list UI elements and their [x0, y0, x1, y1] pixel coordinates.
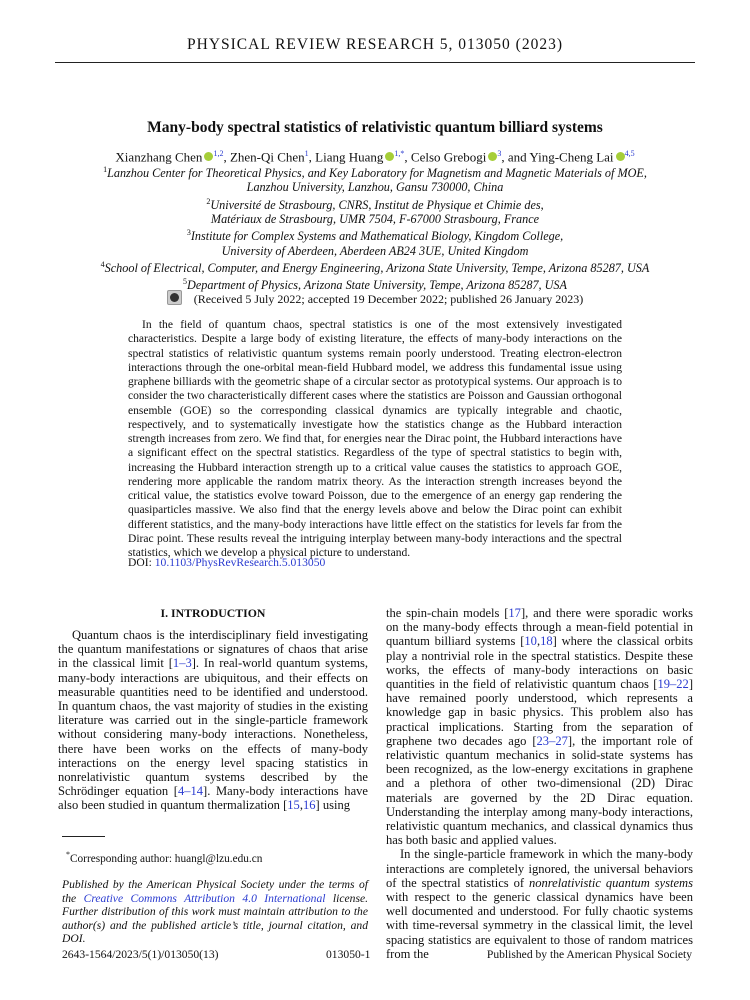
abstract: In the field of quantum chaos, spectral statistics is one of the most extensively investigated characteristics. Despite a large body of existing literature, the effects of many-body interactions on the spectral statistics of relativistic quantum systems remain poorly understood. Treating electron-electron interactions through the one-orbital mean-field Hubbard model, we address this fundamental issue using graphene billiards with the geometric shape of a circular sector as prototypical systems. Our approach is to consider the two characteristically different cases where the statistics are Poisson and Gaussian orthogonal ensemble (GOE) so the corresponding classical dynamics are typically integrable and chaotic, respectively, and to systematically investigate how the statistics change as the Hubbard interaction strength increases from zero. We find that, for energies near the Dirac point, the Hubbard interactions have a significant effect on the spectral statistics. Regardless of the type of spectral statistics to begin with, increasing the Hubbard interaction strength up to a critical value causes the statistics to approach GOE, rendering more applicable the random matrix theory. As the interaction strength increases beyond the critical value, the statistics evolve toward Poisson, due to the emergence of an energy gap rendering the quasiparticles massive. We also find that the energy levels above and below the Dirac point can exhibit different statistics, and the many-body interactions have little effect on the statistics for levels far from the Dirac point. These results reveal the intriguing interplay between many-body interactions and the spectral statistics, which we develop a physical picture to understand.: [128, 319, 622, 559]
text-run: ], and there were sporadic works on the many-body effects through a mean-field potential in quantum billiard systems [: [386, 606, 693, 649]
affiliation-number: 3: [186, 228, 191, 238]
paragraph: [386, 606, 693, 847]
running-head: PHYSICAL REVIEW RESEARCH 5, 013050 (2023): [187, 36, 563, 53]
author-separator: ,: [308, 149, 316, 165]
text-run: ]. In real-world quantum systems, many-body interactions are ubiquitous, and their effects on measurable quantities need to be identified and understood. In quantum chaos, the vast majority of studies in the existing literature was carried out in the single-particle framework without considering many-body interactions. Nonetheless, there have been works on the effects of many-body interactions on the energy level spacing statistics in nonrelativistic quantum systems described by the Schrödinger equation [: [58, 656, 368, 799]
author-affiliation-mark[interactable]: 4,5: [624, 149, 635, 158]
affiliation-text: Department of Physics, Arizona State University, Tempe, Arizona 85287, USA: [187, 278, 567, 293]
author-separator: ,: [223, 149, 230, 165]
affiliation-text: Lanzhou University, Lanzhou, Gansu 730000, China: [246, 180, 504, 195]
license-pre: Published by the American Physical Society under the terms of the: [62, 878, 368, 905]
paragraph: [386, 847, 693, 961]
license-post: license. Further distribution of this work must maintain attribution to the author(s) and the published article’s title, journal citation, and DOI.: [62, 891, 369, 946]
affiliation-text: Lanzhou Center for Theoretical Physics, and Key Laboratory for Magnetism and Magnetic Materials of MOE,: [107, 166, 647, 181]
reference-link[interactable]: 10: [524, 634, 537, 649]
author-name: Celso Grebogi: [410, 149, 487, 165]
affiliation-line: [0, 258, 750, 275]
affiliation-text: University of Aberdeen, Aberdeen AB24 3UE, United Kingdom: [221, 243, 529, 258]
text-run: ], the important role of relativistic quantum mechanics in solid-state systems has been recognized, as the low-energy excitations in graphene and a plethora of other two-dimensional (2D) Dirac materials are governed by the 2D Dirac equation. Understanding the interplay among many-body interactions, relativistic quantum mechanics, and classical dynamics thus has both basic and applied values.: [386, 733, 693, 848]
reference-link[interactable]: 18: [540, 634, 553, 649]
reference-link[interactable]: 19–22: [657, 677, 689, 692]
affiliation-number: 5: [183, 277, 188, 287]
author-affiliation-mark[interactable]: 1,2: [213, 149, 224, 158]
text-run: In the single-particle framework in which the many-body interactions are completely ignored, the universal behaviors of the spectral statistics of: [386, 847, 693, 890]
author-name: Ying-Cheng Lai: [529, 149, 614, 165]
text-run: ] have remained poorly understood, which represents a knowledge gap in basic physics. This problem also has practical implications. Starting from the separation of graphene two decades ago [: [386, 677, 693, 748]
text-run: nonrelativistic quantum systems: [528, 875, 693, 890]
affiliation-line: [0, 195, 750, 212]
affiliation-number: 2: [206, 196, 211, 206]
author-name: Xianzhang Chen: [115, 149, 203, 165]
author-affiliation-mark[interactable]: 1: [304, 149, 309, 158]
doi-label: DOI:: [128, 556, 155, 569]
author-separator: , and: [501, 149, 530, 165]
affiliation-text: Institute for Complex Systems and Mathematical Biology, Kingdom College,: [190, 229, 564, 244]
affiliations: [0, 163, 750, 293]
affiliation-line: [0, 244, 750, 258]
license-link[interactable]: Creative Commons Attribution 4.0 International: [83, 891, 326, 905]
paragraph: [58, 628, 368, 813]
author-name: Liang Huang: [315, 149, 384, 165]
footer-publisher: Published by the American Physical Society: [486, 948, 692, 961]
footnote-rule: [62, 836, 105, 837]
reference-link[interactable]: 23–27: [536, 733, 568, 748]
reference-link[interactable]: 4–14: [177, 784, 204, 799]
text-run: the spin-chain models [: [386, 606, 509, 620]
affiliation-number: 1: [103, 165, 108, 174]
footnote-text: Corresponding author: huangl@lzu.edu.cn: [70, 852, 263, 865]
text-run: ]. Many-body interactions have also been studied in quantum thermalization [: [58, 784, 368, 813]
reference-link[interactable]: 1–3: [172, 656, 192, 671]
affiliation-line: [0, 226, 750, 243]
affiliation-text: Université de Strasbourg, CNRS, Institut de Physique et Chimie des,: [210, 197, 544, 212]
text-run: ,: [536, 634, 541, 649]
affiliation-text: School of Electrical, Computer, and Energy Engineering, Arizona State University, Tempe, Arizona 85287, USA: [104, 261, 650, 276]
affiliation-text: Matériaux de Strasbourg, UMR 7504, F-67000 Strasbourg, France: [210, 212, 540, 227]
affiliation-line: [0, 180, 750, 194]
author-affiliation-mark[interactable]: 3: [497, 149, 502, 158]
text-run: ] using: [315, 798, 351, 813]
affiliation-line: [0, 163, 750, 180]
text-run: with respect to the generic classical dynamics have been well documented and understood. For fully chaotic systems with time-reversal symmetry in the classical limit, the level spacing statistics are equivalent to those of random matrices from the: [386, 890, 693, 961]
paper-title: Many-body spectral statistics of relativistic quantum billiard systems: [147, 119, 603, 136]
reference-link[interactable]: 16: [302, 798, 316, 813]
right-column: [386, 606, 693, 961]
received-text: (Received 5 July 2022; accepted 19 December 2022; published 26 January 2023): [193, 292, 584, 306]
doi-link[interactable]: 10.1103/PhysRevResearch.5.013050: [154, 556, 326, 569]
footer-issn: 2643-1564/2023/5(1)/013050(13): [62, 948, 219, 961]
author-separator: ,: [404, 149, 411, 165]
header-rule: [55, 62, 695, 63]
license-notice: [62, 878, 368, 946]
footnote: [66, 850, 262, 865]
affiliation-number: 4: [100, 259, 105, 269]
section-heading: I. INTRODUCTION: [160, 606, 266, 620]
footnote-mark: *: [66, 850, 70, 859]
text-run: Quantum chaos is the interdisciplinary field investigating the quantum manifestations or signatures of chaos that arise in the classical limit [: [58, 628, 368, 671]
article-history-icon[interactable]: [167, 290, 182, 305]
author-affiliation-mark[interactable]: 1,*: [394, 149, 405, 158]
footer-page-number: 013050-1: [326, 948, 371, 961]
reference-link[interactable]: 15: [287, 798, 300, 813]
orcid-icon[interactable]: [616, 152, 625, 161]
text-run: ] where the classical orbits play a nontrivial role in the spectral statistics. Despite these works, the effects of many-body interactions on basic quantities in the field of relativistic quantum chaos [: [386, 634, 693, 692]
author-name: Zhen-Qi Chen: [229, 149, 305, 165]
text-run: ,: [299, 798, 303, 813]
affiliation-line: [0, 212, 750, 226]
received-dates: [0, 290, 750, 307]
left-column: [58, 628, 368, 813]
doi-line: [128, 556, 325, 569]
reference-link[interactable]: 17: [508, 606, 521, 620]
